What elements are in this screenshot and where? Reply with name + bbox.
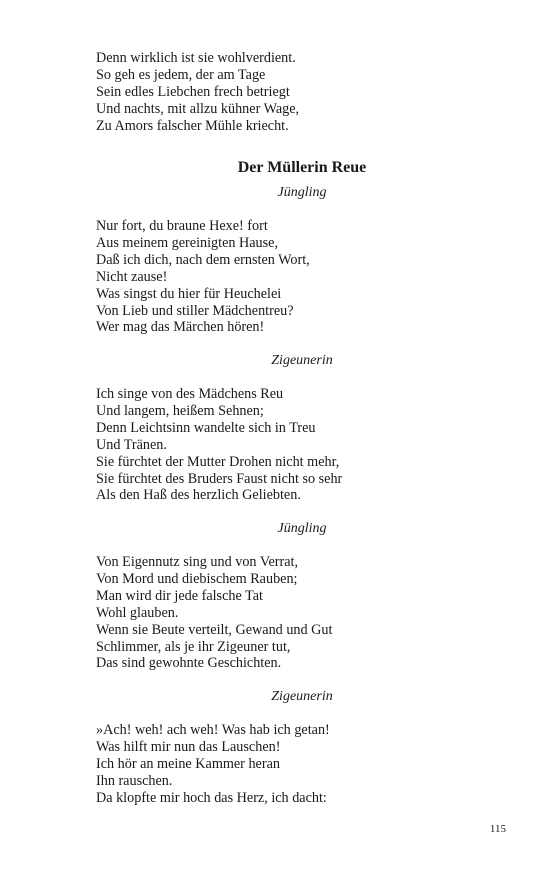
verse-line: Von Eigennutz sing und von Verrat, — [96, 554, 299, 570]
verse-line: Man wird dir jede falsche Tat — [96, 587, 263, 604]
verse-line: Sie fürchtet des Bruders Faust nicht so sehr — [96, 470, 343, 487]
verse-line: Und nachts, mit allzu kühner Wage, — [96, 100, 300, 117]
verse-line: Zu Amors falscher Mühle kriecht. — [96, 117, 289, 134]
speaker-label: Jüngling — [277, 521, 327, 536]
verse-line: Wer mag das Märchen hören! — [96, 319, 265, 336]
page-number: 115 — [489, 823, 506, 835]
stanza — [96, 386, 496, 504]
verse-line: »Ach! weh! ach weh! Was hab ich getan! — [96, 722, 330, 738]
poem-title: Der Müllerin Reue — [237, 159, 367, 176]
speaker-label: Zigeunerin — [271, 689, 333, 704]
verse-line: Und langem, heißem Sehnen; — [96, 402, 264, 419]
verse-line: So geh es jedem, der am Tage — [96, 66, 266, 83]
verse-line: Denn Leichtsinn wandelte sich in Treu — [96, 419, 316, 436]
verse-line: Wohl glauben. — [96, 604, 179, 621]
verse-line: Als den Haß des herzlich Geliebten. — [96, 487, 301, 504]
verse-line: Nur fort, du braune Hexe! fort — [96, 218, 268, 234]
verse-line: Schlimmer, als je ihr Zigeuner tut, — [96, 638, 291, 655]
stanza — [96, 722, 496, 807]
verse-line: Das sind gewohnte Geschichten. — [96, 655, 282, 672]
verse-line: Aus meinem gereinigten Hause, — [96, 234, 279, 251]
verse-line: Von Mord und diebischem Rauben; — [96, 570, 298, 587]
verse-line: Und Tränen. — [96, 436, 167, 453]
verse-line: Sie fürchtet der Mutter Drohen nicht mehr, — [96, 453, 340, 470]
stanza — [96, 554, 496, 672]
verse-line: Was singst du hier für Heuchelei — [96, 285, 282, 302]
verse-line: Daß ich dich, nach dem ernsten Wort, — [96, 251, 310, 268]
verse-line: Sein edles Liebchen frech betriegt — [96, 83, 290, 100]
stanza — [96, 218, 496, 336]
opening-stanza — [96, 50, 496, 135]
verse-line: Wenn sie Beute verteilt, Gewand und Gut — [96, 621, 333, 638]
verse-line: Denn wirklich ist sie wohlverdient. — [96, 50, 296, 66]
verse-line: Ich singe von des Mädchens Reu — [96, 386, 284, 402]
verse-line: Was hilft mir nun das Lauschen! — [96, 738, 281, 755]
verse-line: Da klopfte mir hoch das Herz, ich dacht: — [96, 789, 327, 806]
verse-line: Ich hör an meine Kammer heran — [96, 755, 280, 772]
speaker-label: Jüngling — [277, 185, 327, 200]
speaker-label: Zigeunerin — [271, 353, 333, 368]
verse-line: Ihn rauschen. — [96, 772, 173, 789]
verse-line: Nicht zause! — [96, 268, 168, 285]
verse-line: Von Lieb und stiller Mädchentreu? — [96, 302, 294, 319]
